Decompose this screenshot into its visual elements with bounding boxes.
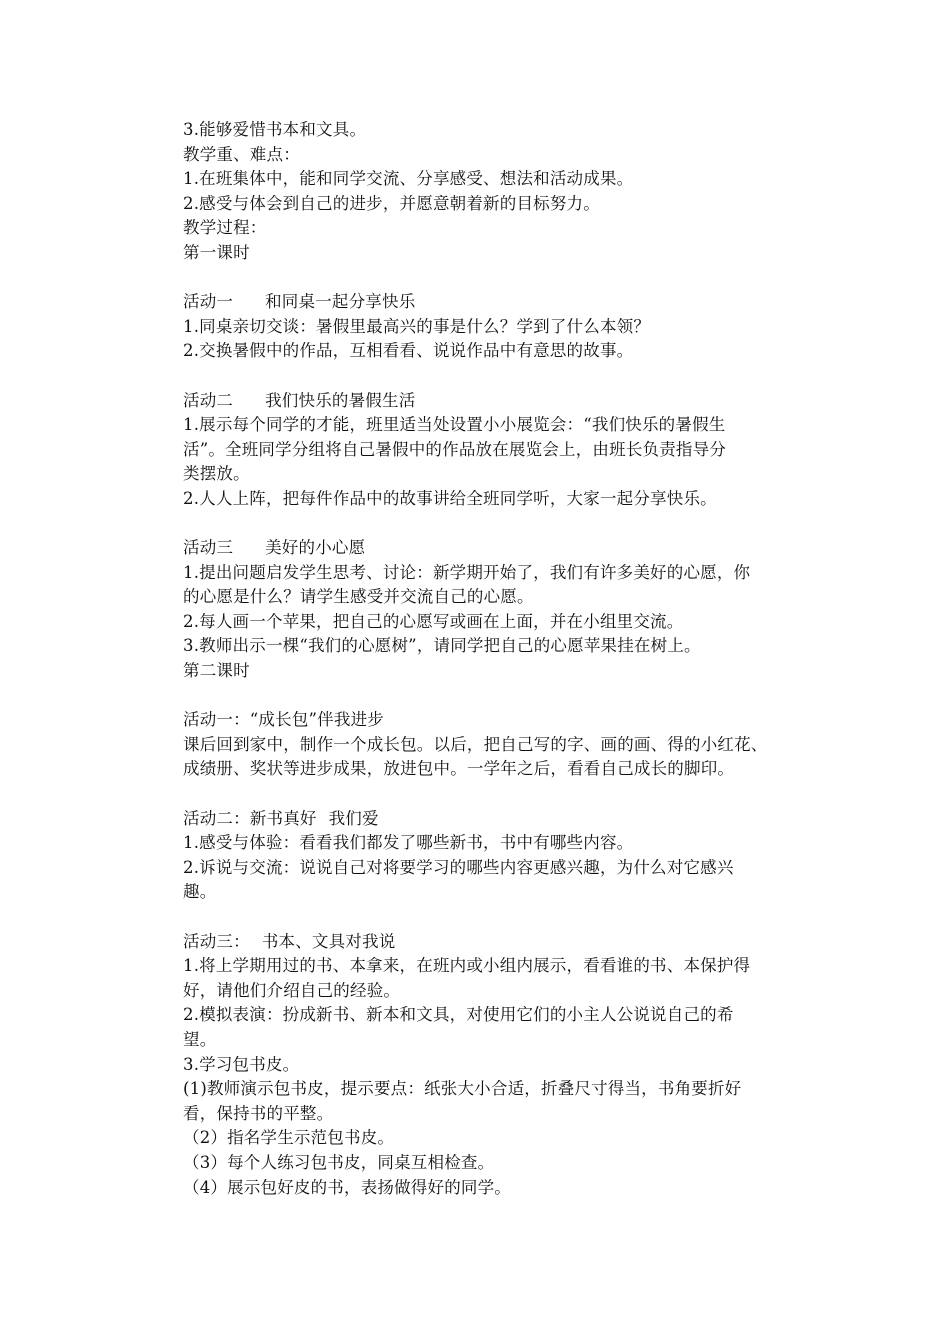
activity-label: 活动三 (183, 538, 234, 558)
activity-2-step-1-cont: 活”。全班同学分组将自己暑假中的作品放在展览会上，由班长负责指导分 (183, 439, 727, 459)
lesson-2-activity-2-step-2-cont: 趣。 (183, 882, 217, 902)
activity-2-step-2: 2.人人上阵，把每件作品中的故事讲给全班同学听，大家一起分享快乐。 (183, 488, 717, 508)
lesson-2-activity-3-step-2-cont: 望。 (183, 1029, 217, 1049)
lesson-2-activity-2-heading (183, 807, 813, 832)
lesson-2-activity-1-text-cont: 成绩册、奖状等进步成果，放进包中。一学年之后，看看自己成长的脚印。 (183, 759, 735, 779)
activity-2-step-1-cont: 类摆放。 (183, 464, 250, 484)
substep-1: (1)教师演示包书皮，提示要点：纸张大小合适，折叠尺寸得当，书角要折好 (183, 1079, 742, 1099)
key-point-2: 2.感受与体会到自己的进步，并愿意朝着新的目标努力。 (183, 193, 600, 213)
activity-label: 活动三： (183, 931, 250, 951)
lesson-2-activity-3-step-3: 3.学习包书皮。 (183, 1054, 300, 1074)
key-point-1: 1.在班集体中，能和同学交流、分享感受、想法和活动成果。 (183, 169, 634, 189)
activity-3-step-1: 1.提出问题启发学生思考、讨论：新学期开始了，我们有许多美好的心愿，你 (183, 562, 751, 582)
spacer (183, 512, 813, 537)
activity-3-step-1-cont: 的心愿是什么？请学生感受并交流自己的心愿。 (183, 587, 534, 607)
substep-4: （4）展示包好皮的书，表扬做得好的同学。 (183, 1177, 511, 1197)
spacer (183, 905, 813, 930)
spacer (183, 684, 813, 709)
activity-title: 和同桌一起分享快乐 (265, 292, 416, 312)
process-heading: 教学过程： (183, 218, 267, 238)
spacer (183, 782, 813, 807)
lesson-2-activity-3-step-1-cont: 好，请他们介绍自己的经验。 (183, 980, 401, 1000)
substep-3: （3）每个人练习包书皮，同桌互相检查。 (183, 1152, 495, 1172)
substep-1-cont: 看，保持书的平整。 (183, 1103, 334, 1123)
lesson-2-activity-2-step-1: 1.感受与体验：看看我们都发了哪些新书，书中有哪些内容。 (183, 833, 634, 853)
activity-title: 书本、文具对我说 (261, 931, 396, 951)
activity-1-step-2: 2.交换暑假中的作品，互相看看、说说作品中有意思的故事。 (183, 341, 634, 361)
document-page (183, 118, 813, 1200)
spacer (183, 266, 813, 291)
activity-3-step-3: 3.教师出示一棵“我们的心愿树”，请同学把自己的心愿苹果挂在树上。 (183, 636, 701, 656)
lesson-2-activity-1-text: 课后回到家中，制作一个成长包。以后，把自己写的字、画的画、得的小红花、 (183, 734, 768, 754)
activity-title: 美好的小心愿 (265, 538, 366, 558)
activity-title: 我们爱 (328, 808, 379, 828)
activity-2-step-1: 1.展示每个同学的才能，班里适当处设置小小展览会：“我们快乐的暑假生 (183, 415, 726, 435)
lesson-2-activity-3-step-1: 1.将上学期用过的书、本拿来，在班内或小组内展示，看看谁的书、本保护得 (183, 956, 751, 976)
lesson-2-activity-3-heading (183, 930, 813, 955)
lesson-2-activity-2-step-2: 2.诉说与交流：说说自己对将要学习的哪些内容更感兴趣，为什么对它感兴 (183, 857, 734, 877)
lesson-1-heading: 第一课时 (183, 242, 250, 262)
activity-2-heading (183, 389, 813, 414)
objective-3: 3.能够爱惜书本和文具。 (183, 120, 367, 139)
activity-3-step-2: 2.每人画一个苹果，把自己的心愿写或画在上面，并在小组里交流。 (183, 611, 684, 631)
lesson-2-heading: 第二课时 (183, 661, 250, 681)
lesson-2-activity-3-step-2: 2.模拟表演：扮成新书、新本和文具，对使用它们的小主人公说说自己的希 (183, 1005, 734, 1025)
activity-3-heading (183, 536, 813, 561)
activity-label: 活动一 (183, 292, 234, 312)
activity-1-heading (183, 290, 813, 315)
activity-label: 活动二 (183, 390, 234, 410)
key-points-heading: 教学重、难点： (183, 144, 300, 164)
lesson-2-activity-1-heading: 活动一：“成长包”伴我进步 (183, 710, 384, 730)
spacer (183, 364, 813, 389)
activity-title: 我们快乐的暑假生活 (265, 390, 416, 410)
activity-label: 活动二：新书真好 (183, 808, 317, 828)
substep-2: （2）指名学生示范包书皮。 (183, 1128, 395, 1148)
activity-1-step-1: 1.同桌亲切交谈：暑假里最高兴的事是什么？学到了什么本领？ (183, 316, 651, 336)
